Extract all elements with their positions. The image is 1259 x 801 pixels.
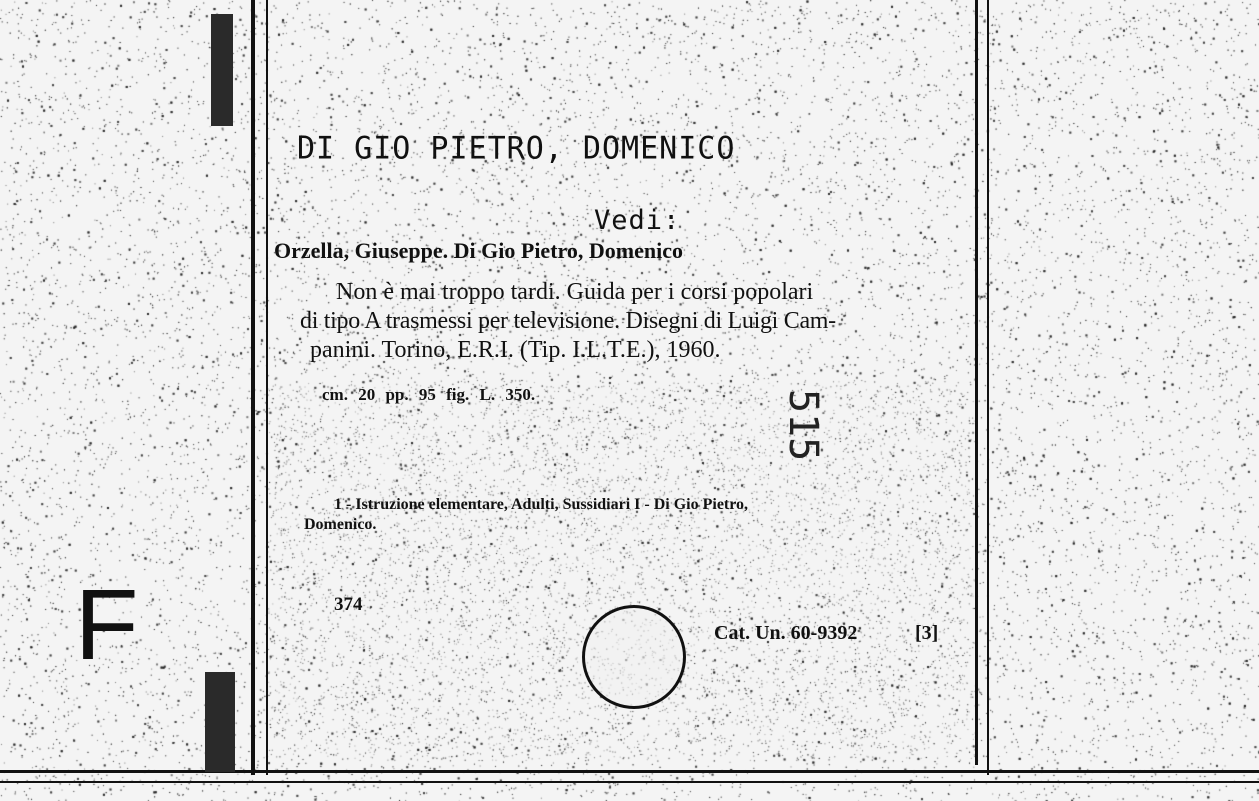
right-card-edge (975, 0, 978, 765)
see-entry: Orzella, Giuseppe. Di Gio Pietro, Domenico (274, 238, 683, 263)
collation-line: cm. 20 pp. 95 fig. L. 350. (322, 385, 536, 404)
subject-tracings (304, 495, 969, 535)
left-card-edge (251, 0, 255, 775)
binder-tab-top (211, 14, 233, 126)
card-punch-hole (582, 605, 686, 709)
subject-line: 1 - Istruzione elementare, Adulti, Sussidiari I - Di Gio Pietro, (334, 496, 749, 513)
description-line: Non è mai troppo tardi. Guida per i corsi popolari (336, 279, 814, 305)
left-card-inner-edge (266, 0, 268, 775)
see-label: Vedi: (594, 205, 681, 236)
bottom-drawer-line-2 (0, 781, 1259, 783)
drawer-file-letter: F (74, 569, 139, 681)
card-count: [3] (915, 622, 939, 644)
description-line: panini. Torino, E.R.I. (Tip. I.L.T.E.), 1960. (310, 337, 721, 363)
binder-tab-bottom (205, 672, 235, 772)
description-line: di tipo A trasmessi per televisione. Disegni di Luigi Cam- (300, 308, 836, 334)
stamped-number: 515 (780, 389, 826, 462)
subject-line: Domenico. (304, 516, 377, 533)
card-number: 374 (334, 594, 363, 615)
catalog-number: Cat. Un. 60-9392 (714, 622, 858, 644)
card-heading: DI GIO PIETRO, DOMENICO (297, 130, 736, 167)
right-card-inner-edge (987, 0, 989, 775)
bottom-drawer-line (0, 770, 1259, 773)
bibliographic-description (288, 278, 968, 365)
